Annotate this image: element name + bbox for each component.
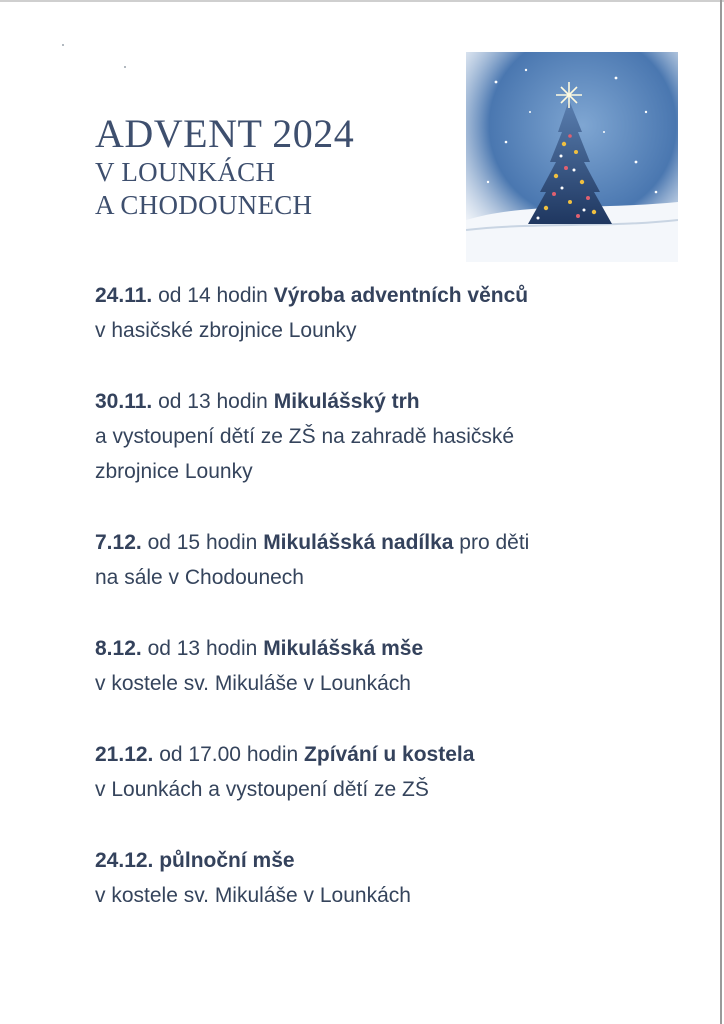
event-description: a vystoupení dětí ze ZŠ na zahradě hasičské (95, 425, 515, 448)
event-title: Zpívání u kostela (304, 743, 475, 766)
event-title: půlnoční mše (159, 849, 295, 872)
christmas-tree-icon (466, 52, 678, 262)
event-item (95, 525, 695, 595)
event-location: v hasičské zbrojnice Lounky (95, 319, 357, 342)
event-location: zbrojnice Lounky (95, 460, 253, 483)
event-list (95, 278, 695, 949)
event-location: v kostele sv. Mikuláše v Lounkách (95, 884, 411, 907)
event-date: 24.11. (95, 284, 153, 307)
event-date: 7.12. (95, 531, 142, 554)
event-location: na sále v Chodounech (95, 566, 304, 589)
event-time: od 15 hodin (147, 531, 258, 554)
page-title: ADVENT 2024 (95, 111, 355, 156)
event-item (95, 843, 695, 913)
event-date: 21.12. (95, 743, 154, 766)
event-location: v Lounkách a vystoupení dětí ze ZŠ (95, 778, 429, 801)
event-item (95, 384, 695, 489)
event-date: 8.12. (95, 637, 142, 660)
page-subtitle-line-2: A CHODOUNECH (95, 190, 313, 220)
event-time: od 14 hodin (158, 284, 268, 307)
event-time: od 13 hodin (147, 637, 258, 660)
page-top-edge (0, 0, 724, 2)
scan-speck (62, 44, 64, 46)
event-time: od 17.00 hodin (159, 743, 299, 766)
event-title: Mikulášská nadílka (263, 531, 454, 554)
event-header-line (95, 843, 695, 878)
event-item (95, 631, 695, 701)
event-header-line (95, 384, 695, 419)
page-right-edge (720, 0, 722, 1024)
event-header-line (95, 631, 695, 666)
event-date: 30.11. (95, 390, 153, 413)
event-date: 24.12. (95, 849, 154, 872)
header (95, 112, 354, 222)
event-item (95, 278, 695, 348)
event-header-line (95, 525, 695, 560)
event-title: Výroba adventních věnců (273, 284, 529, 307)
event-title: Mikulášský trh (273, 390, 420, 413)
event-title: Mikulášská mše (263, 637, 424, 660)
event-note: pro děti (459, 531, 530, 554)
event-time: od 13 hodin (158, 390, 268, 413)
event-location: v kostele sv. Mikuláše v Lounkách (95, 672, 411, 695)
scan-speck (124, 66, 126, 68)
page-subtitle-line-1: V LOUNKÁCH (95, 157, 276, 187)
event-header-line (95, 278, 695, 313)
event-header-line (95, 737, 695, 772)
event-item (95, 737, 695, 807)
